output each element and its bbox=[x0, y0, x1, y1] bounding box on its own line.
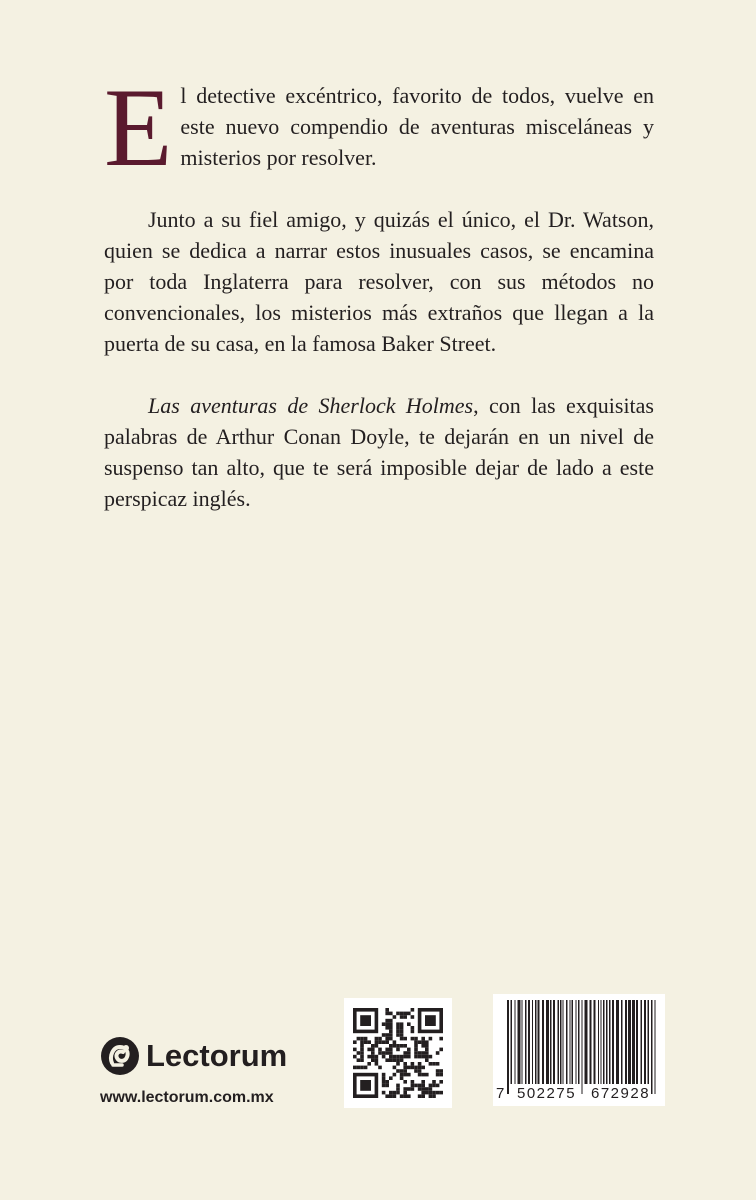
lectorum-emblem-icon bbox=[100, 1036, 140, 1076]
blurb-paragraph-1 bbox=[104, 66, 654, 190]
publisher-website: www.lectorum.com.mx bbox=[100, 1089, 274, 1106]
barcode-digits-right: 672928 bbox=[591, 1085, 651, 1102]
back-cover-blurb bbox=[104, 66, 654, 514]
publisher-name: Lectorum bbox=[146, 1038, 288, 1073]
qr-code bbox=[344, 998, 452, 1108]
barcode-digits bbox=[493, 1085, 665, 1103]
isbn-barcode bbox=[493, 994, 665, 1106]
barcode-digit-first: 7 bbox=[496, 1085, 505, 1102]
book-title-italic: Las aventuras de Sherlock Holmes bbox=[148, 393, 474, 418]
blurb-paragraph-1-text: l detective excéntrico, favorito de todos, vuelve en este nuevo compendio de aventuras misceláneas y misterios por resolver. bbox=[180, 83, 654, 170]
blurb-paragraph-3-text: , con las exquisitas palabras de Arthur Conan Doyle, te dejarán en un nivel de suspenso tan alto, que te será imposible dejar de lado a este perspicaz inglés. bbox=[104, 393, 654, 511]
drop-cap-letter: E bbox=[104, 66, 173, 190]
blurb-paragraph-3 bbox=[104, 390, 654, 514]
publisher-logo bbox=[100, 1036, 287, 1076]
barcode-digits-left: 502275 bbox=[517, 1085, 577, 1102]
blurb-paragraph-2: Junto a su fiel amigo, y quizás el único, el Dr. Watson, quien se dedica a narrar estos inusuales casos, se encamina por toda Inglaterra para resolver, con sus métodos no convencionales, los misterios más extraños que llegan a la puerta de su casa, en la famosa Baker Street. bbox=[104, 207, 654, 356]
